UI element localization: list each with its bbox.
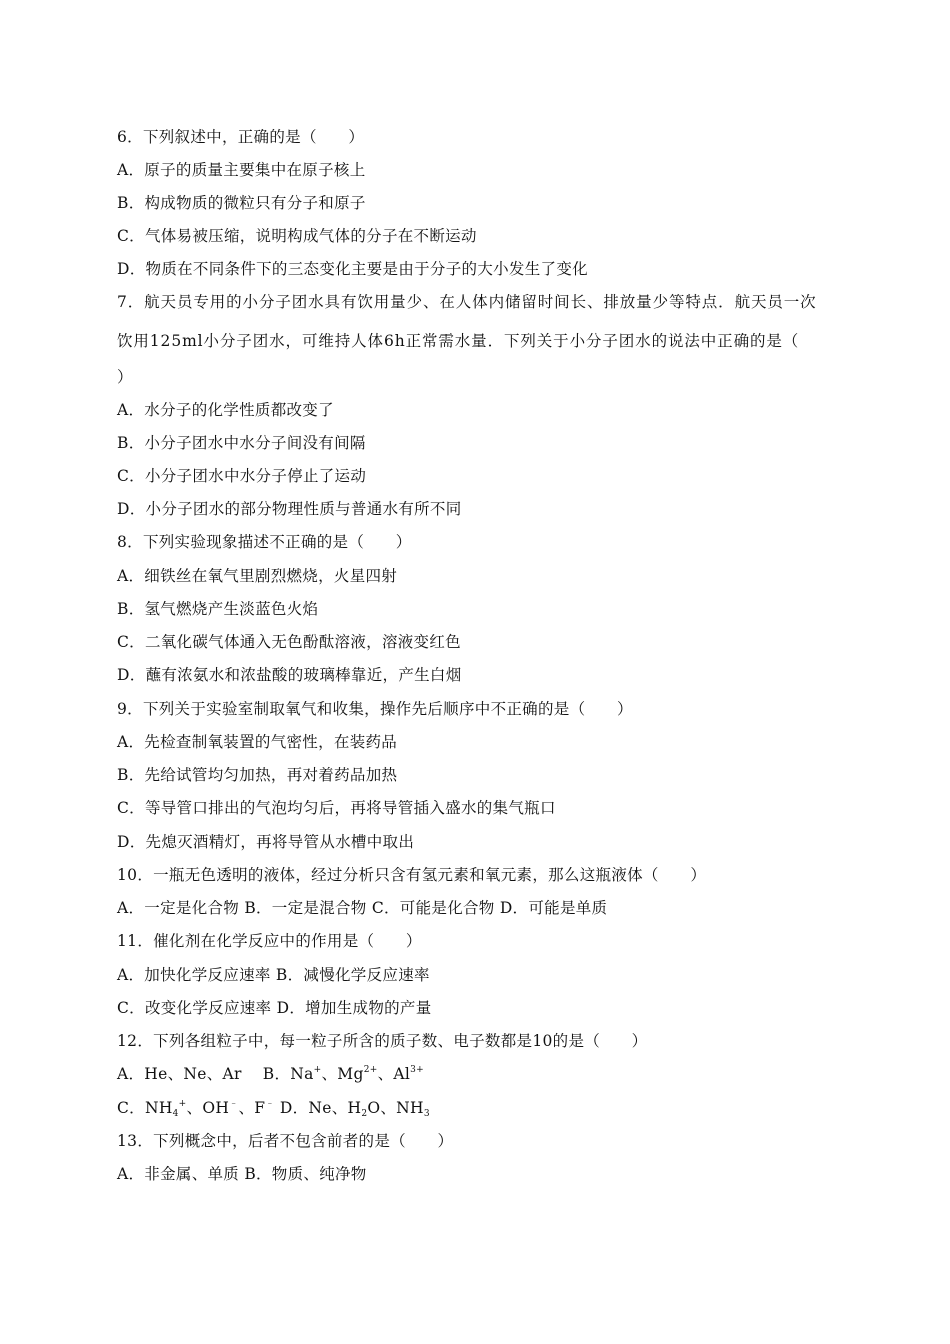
question-10-options: A．一定是化合物 B．一定是混合物 C．可能是化合物 D．可能是单质 — [117, 899, 608, 917]
question-7-stem-line-2: 饮用125ml小分子团水，可维持人体6h正常需水量．下列关于小分子团水的说法中正确的是（ — [117, 332, 800, 350]
q12-a-sep2: 、Al — [377, 1065, 411, 1083]
q12-c-sep1: 、OH — [186, 1099, 230, 1117]
q12-a-sep1: 、Mg — [321, 1065, 364, 1083]
question-7-stem-line-1: 7．航天员专用的小分子团水具有饮用量少、在人体内储留时间长、排放量少等特点．航天员一次 — [117, 293, 817, 311]
question-7-option-a: A．水分子的化学性质都改变了 — [117, 401, 334, 419]
question-13-stem: 13．下列概念中，后者不包含前者的是（ ） — [117, 1132, 454, 1150]
question-6-option-d: D．物质在不同条件下的三态变化主要是由于分子的大小发生了变化 — [117, 260, 588, 278]
question-7-option-c: C．小分子团水中水分子停止了运动 — [117, 467, 367, 485]
q12-a-sup2: 2+ — [363, 1065, 378, 1075]
q12-c-sup2: ﹣ — [229, 1099, 239, 1109]
question-9-option-b: B．先给试管均匀加热，再对着药品加热 — [117, 766, 398, 784]
question-6-option-c: C．气体易被压缩，说明构成气体的分子在不断运动 — [117, 227, 477, 245]
q12-c-sub1: 4 — [172, 1109, 179, 1119]
question-13-options-ab: A．非金属、单质 B．物质、纯净物 — [117, 1165, 367, 1183]
question-9-stem: 9．下列关于实验室制取氧气和收集，操作先后顺序中不正确的是（ ） — [117, 700, 633, 718]
question-12-stem: 12．下列各组粒子中，每一粒子所含的质子数、电子数都是10的是（ ） — [117, 1032, 648, 1050]
question-11-options-cd: C．改变化学反应速率 D．增加生成物的产量 — [117, 999, 432, 1017]
question-8-option-c: C．二氧化碳气体通入无色酚酞溶液，溶液变红色 — [117, 633, 461, 651]
q12-c-sep2: 、F — [238, 1099, 266, 1117]
q12-c-sep3: D．Ne、H — [274, 1099, 362, 1117]
question-6-option-b: B．构成物质的微粒只有分子和原子 — [117, 194, 366, 212]
question-7-stem-line-3: ） — [117, 368, 133, 386]
question-6-stem: 6．下列叙述中，正确的是（ ） — [117, 128, 365, 146]
question-7-option-b: B．小分子团水中水分子间没有间隔 — [117, 434, 366, 452]
q12-a-sup3: 3+ — [410, 1065, 425, 1075]
question-10-stem: 10．一瓶无色透明的液体，经过分析只含有氢元素和氧元素，那么这瓶液体（ ） — [117, 866, 707, 884]
q12-c-sup1: + — [178, 1099, 187, 1109]
q12-a-sup1: + — [313, 1065, 322, 1075]
question-8-stem: 8．下列实验现象描述不正确的是（ ） — [117, 533, 412, 551]
question-12-options-ab — [117, 1064, 424, 1084]
question-7-option-d: D．小分子团水的部分物理性质与普通水有所不同 — [117, 500, 462, 518]
q12-c-sub3: 3 — [423, 1109, 430, 1119]
question-9-option-a: A．先检查制氧装置的气密性，在装药品 — [117, 733, 398, 751]
question-8-option-b: B．氢气燃烧产生淡蓝色火焰 — [117, 600, 319, 618]
question-12-options-cd — [117, 1098, 430, 1118]
question-9-option-d: D．先熄灭酒精灯，再将导管从水槽中取出 — [117, 833, 415, 851]
q12-c-sub2: 2 — [361, 1109, 368, 1119]
q12-c-sup3: ﹣ — [265, 1099, 275, 1109]
q12-a-prefix: A．He、Ne、Ar B．Na — [117, 1065, 314, 1083]
q12-c-prefix: C．NH — [117, 1099, 173, 1117]
question-11-options-ab: A．加快化学反应速率 B．减慢化学反应速率 — [117, 966, 430, 984]
question-8-option-a: A．细铁丝在氧气里剧烈燃烧，火星四射 — [117, 567, 398, 585]
question-6-option-a: A．原子的质量主要集中在原子核上 — [117, 161, 366, 179]
question-9-option-c: C．等导管口排出的气泡均匀后，再将导管插入盛水的集气瓶口 — [117, 799, 556, 817]
question-11-stem: 11．催化剂在化学反应中的作用是（ ） — [117, 932, 422, 950]
question-8-option-d: D．蘸有浓氨水和浓盐酸的玻璃棒靠近，产生白烟 — [117, 666, 462, 684]
q12-c-sep4: O、NH — [367, 1099, 424, 1117]
